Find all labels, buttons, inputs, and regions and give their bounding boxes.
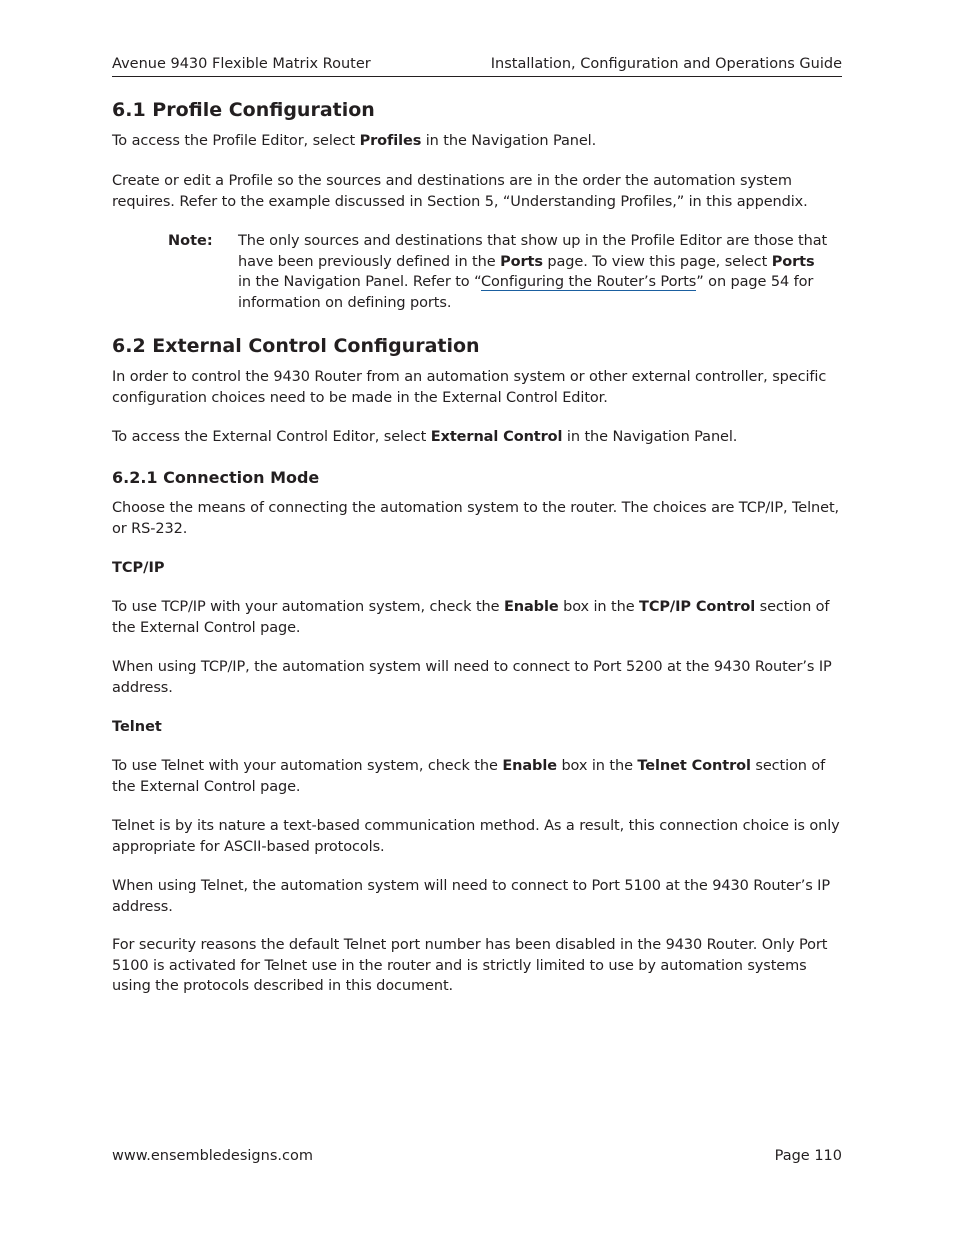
footer-website: www.ensembledesigns.com bbox=[112, 1148, 313, 1164]
ports-crossref-link[interactable]: Configuring the Router’s Ports bbox=[481, 274, 697, 290]
page-header bbox=[112, 54, 842, 77]
telnet-heading: Telnet bbox=[112, 719, 162, 735]
note-label: Note: bbox=[168, 233, 213, 249]
telnet-paragraph-4: For security reasons the default Telnet port number has been disabled in the 9430 Router. Only Port 5100 is activated for Telnet use in the router and is strictly limited to use by automation systems using the protocols described in this document. bbox=[112, 937, 828, 994]
note-text: The only sources and destinations that show up in the Profile Editor are those that have been previously defined in the Ports page. To view this page, select Ports in the Navigation Panel. Refer to “Configuring the Router’s Ports” on page 54 for information on defining ports. bbox=[238, 233, 828, 311]
section-6-2-heading: 6.2 External Control Configuration bbox=[112, 335, 480, 357]
tcpip-heading: TCP/IP bbox=[112, 560, 165, 576]
s61-paragraph-2: Create or edit a Profile so the sources and destinations are in the order the automation system requires. Refer to the example discussed in Section 5, “Understanding Profiles,” in this appendix. bbox=[112, 173, 808, 210]
header-guide-title: Installation, Configuration and Operations Guide bbox=[490, 56, 842, 72]
section-6-1-heading: 6.1 Profile Configuration bbox=[112, 99, 375, 121]
telnet-paragraph-3: When using Telnet, the automation system will need to connect to Port 5100 at the 9430 Router’s IP address. bbox=[112, 878, 830, 915]
s62-paragraph-2: To access the External Control Editor, select External Control in the Navigation Panel. bbox=[112, 429, 738, 445]
telnet-paragraph-2: Telnet is by its nature a text-based communication method. As a result, this connection choice is only appropriate for ASCII-based protocols. bbox=[112, 818, 840, 855]
footer-page-number: Page 110 bbox=[774, 1148, 842, 1164]
section-6-2-1-heading: 6.2.1 Connection Mode bbox=[112, 468, 320, 487]
telnet-paragraph-1: To use Telnet with your automation system, check the Enable box in the Telnet Control section of the External Control page. bbox=[112, 758, 826, 795]
tcpip-paragraph-2: When using TCP/IP, the automation system will need to connect to Port 5200 at the 9430 Router’s IP address. bbox=[112, 659, 832, 696]
s62-paragraph-1: In order to control the 9430 Router from an automation system or other external controller, specific configuration choices need to be made in the External Control Editor. bbox=[112, 369, 827, 406]
s621-paragraph-1: Choose the means of connecting the automation system to the router. The choices are TCP/IP, Telnet, or RS-232. bbox=[112, 500, 840, 537]
tcpip-paragraph-1: To use TCP/IP with your automation system, check the Enable box in the TCP/IP Control section of the External Control page. bbox=[112, 599, 830, 636]
s61-paragraph-1: To access the Profile Editor, select Profiles in the Navigation Panel. bbox=[112, 133, 597, 149]
header-product-title: Avenue 9430 Flexible Matrix Router bbox=[112, 56, 371, 72]
